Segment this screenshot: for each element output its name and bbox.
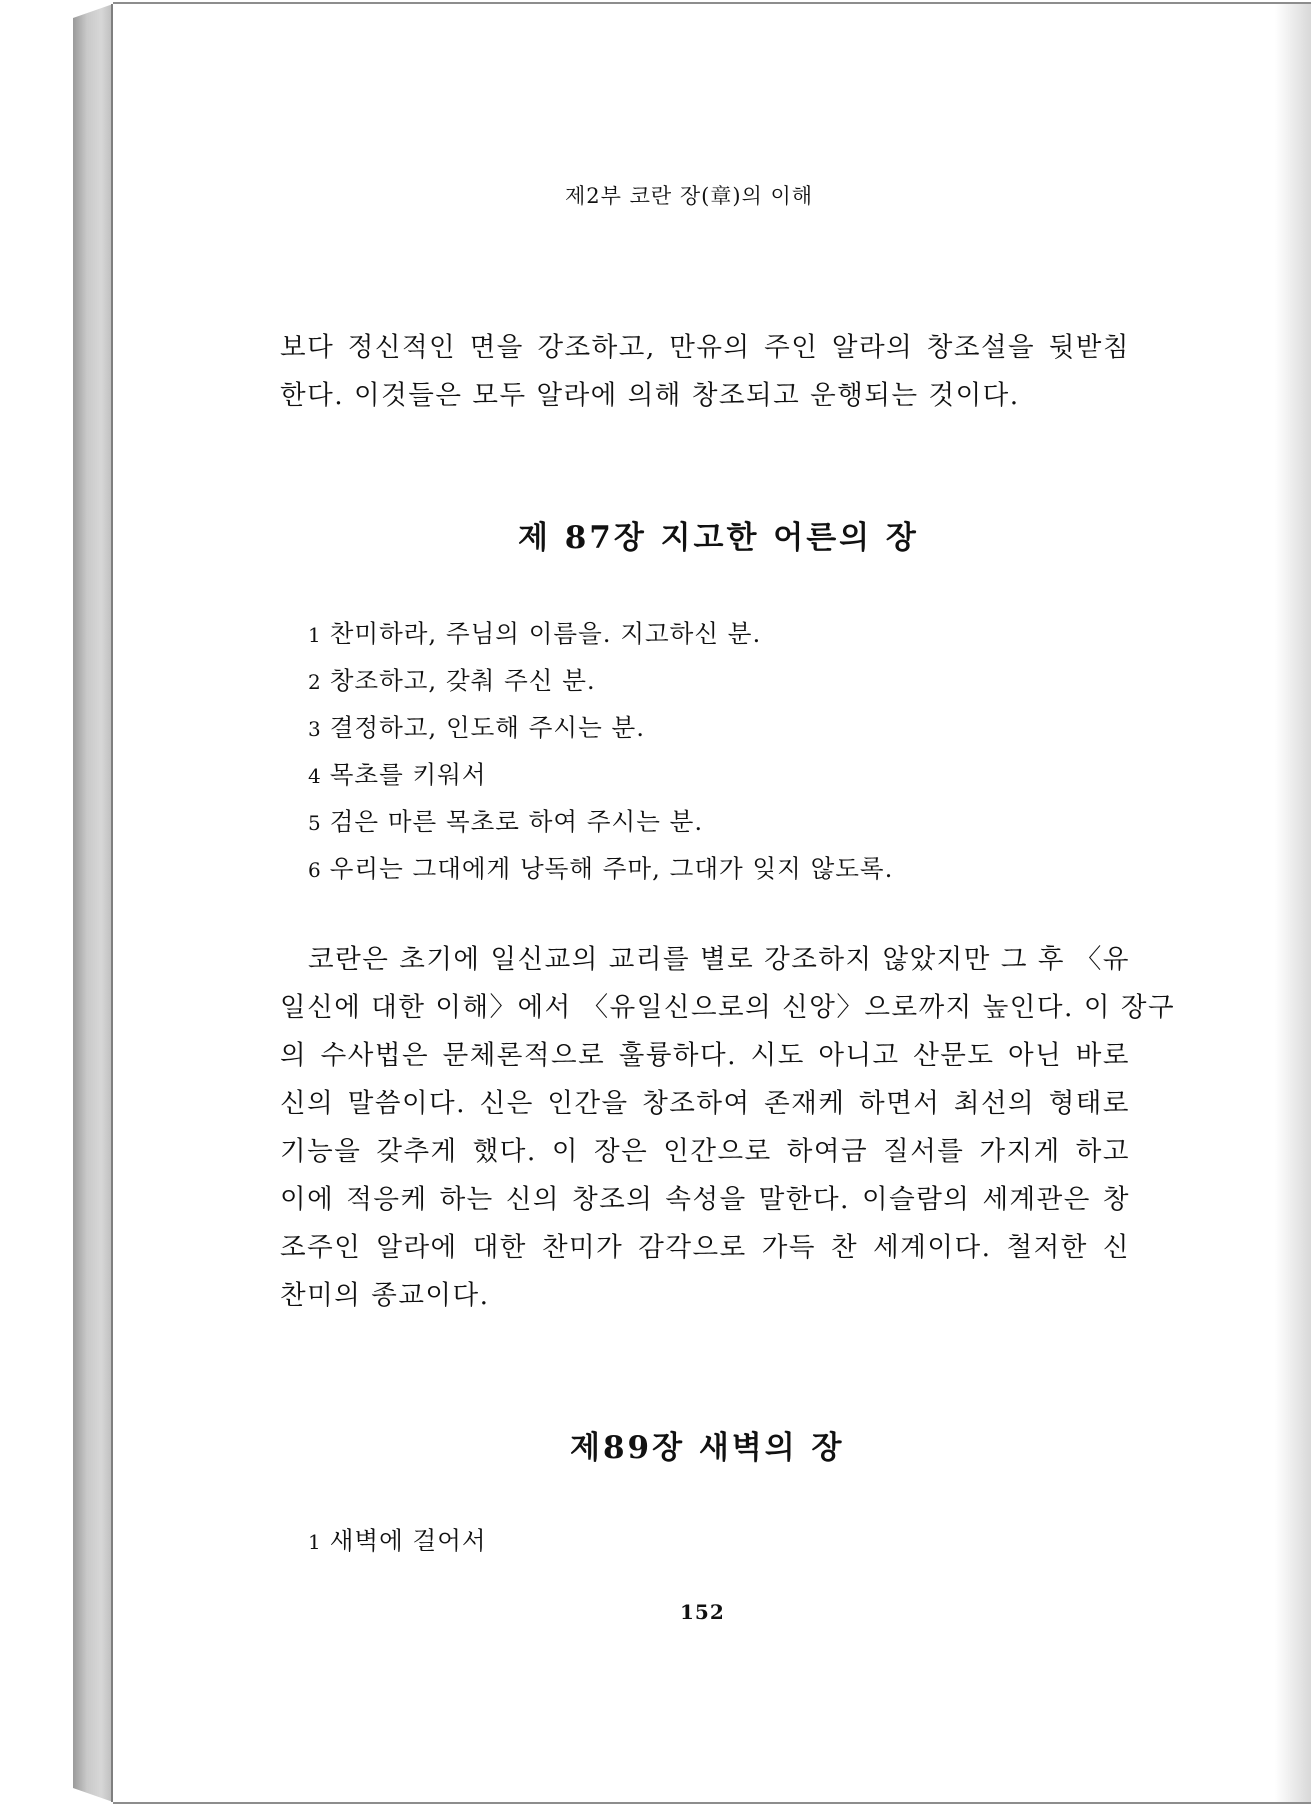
paragraph-line: 코란은 초기에 일신교의 교리를 별로 강조하지 않았지만 그 후 〈유 — [308, 944, 1130, 975]
page-sheet — [113, 2, 1311, 1804]
verse-line — [308, 615, 761, 650]
verse-number: 1 — [308, 623, 322, 647]
chapter-89-heading: 제89장 새벽의 장 — [570, 1430, 845, 1466]
page-edge-shadow — [1275, 4, 1311, 1802]
book-spine — [73, 4, 113, 1802]
verse-text: 새벽에 걸어서 — [329, 1526, 487, 1555]
verse-number: 4 — [308, 764, 322, 788]
verse-text: 우리는 그대에게 낭독해 주마, 그대가 잊지 않도록. — [329, 854, 894, 883]
intro-paragraph — [280, 324, 1130, 420]
verse-number: 2 — [308, 670, 322, 694]
running-header: 제2부 코란 장(章)의 이해 — [565, 184, 814, 208]
paragraph-line: 일신에 대한 이해〉에서 〈유일신으로의 신앙〉으로까지 높인다. 이 장구 — [280, 992, 1176, 1023]
verse-number: 1 — [308, 1530, 322, 1554]
paragraph-line: 신의 말씀이다. 신은 인간을 창조하여 존재케 하면서 최선의 형태로 — [280, 1088, 1130, 1119]
verse-line — [308, 709, 645, 744]
verse-text: 검은 마른 목초로 하여 주시는 분. — [329, 807, 704, 836]
verse-line — [308, 756, 487, 791]
page-number: 152 — [680, 1600, 725, 1624]
verse-line — [308, 1522, 487, 1557]
paragraph-line: 이에 적응케 하는 신의 창조의 속성을 말한다. 이슬람의 세계관은 창 — [280, 1184, 1130, 1215]
verse-text: 결정하고, 인도해 주시는 분. — [329, 713, 646, 742]
paragraph-line: 한다. 이것들은 모두 알라에 의해 창조되고 운행되는 것이다. — [280, 380, 1020, 411]
paragraph-line: 보다 정신적인 면을 강조하고, 만유의 주인 알라의 창조설을 뒷받침 — [280, 332, 1130, 363]
verse-number: 6 — [308, 858, 322, 882]
verse-text: 찬미하라, 주님의 이름을. 지고하신 분. — [329, 619, 762, 648]
commentary-paragraph — [280, 936, 1176, 1320]
paragraph-line: 조주인 알라에 대한 찬미가 감각으로 가득 찬 세계이다. 철저한 신 — [280, 1232, 1130, 1263]
verse-line — [308, 662, 596, 697]
verse-number: 5 — [308, 811, 322, 835]
paragraph-line: 찬미의 종교이다. — [280, 1280, 490, 1311]
verse-text: 목초를 키워서 — [329, 760, 487, 789]
paragraph-line: 기능을 갖추게 했다. 이 장은 인간으로 하여금 질서를 가지게 하고 — [280, 1136, 1130, 1167]
verse-number: 3 — [308, 717, 322, 741]
verse-text: 창조하고, 갖춰 주신 분. — [329, 666, 596, 695]
chapter-87-heading: 제 87장 지고한 어른의 장 — [518, 520, 919, 556]
paragraph-line: 의 수사법은 문체론적으로 훌륭하다. 시도 아니고 산문도 아닌 바로 — [280, 1040, 1130, 1071]
verse-line — [308, 850, 893, 885]
verse-line — [308, 803, 703, 838]
